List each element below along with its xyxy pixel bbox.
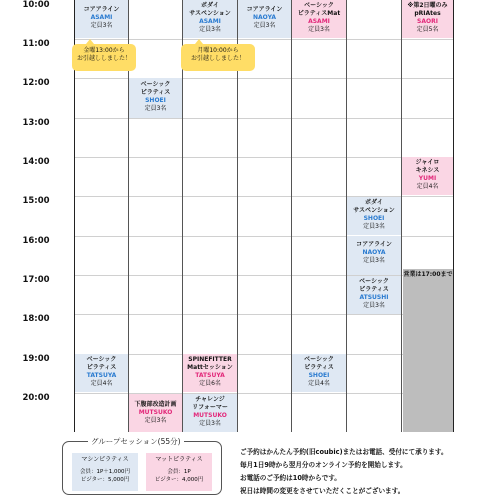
session-instructor: MUTSUKO: [193, 412, 227, 419]
mat-pilates-price: [146, 453, 212, 491]
session-slot[interactable]: [183, 0, 237, 38]
session-title: ボダイ: [201, 2, 219, 9]
session-title: ピラティス: [140, 89, 171, 96]
session-instructor: SHOEI: [363, 215, 385, 222]
session-title: pRIAtes: [414, 10, 441, 17]
session-title: 下腹部改造計画: [134, 401, 177, 408]
session-title: ボダイ: [365, 199, 383, 206]
machine-pilates-price: [72, 453, 138, 491]
session-capacity: 定員4名: [416, 183, 439, 190]
bubble-tail: [86, 39, 94, 44]
session-capacity: 定員3名: [144, 105, 167, 112]
time-label-1100: 11:00: [22, 39, 50, 49]
session-title: コアアライン: [356, 241, 392, 248]
note-line: 毎月1日9時から翌月分のオンライン予約を開始します。: [240, 461, 407, 469]
booking-notes: [240, 446, 448, 498]
session-capacity: 定員3名: [199, 420, 221, 427]
session-title: ※第2日曜のみ: [407, 2, 448, 9]
session-title: キネシス: [415, 167, 440, 174]
session-title: ベーシック: [304, 356, 334, 363]
session-slot[interactable]: [347, 236, 401, 275]
session-title: SPINEFITTER: [188, 356, 232, 363]
session-capacity: 定員6名: [199, 380, 221, 387]
price-name: マットピラティス: [155, 456, 203, 463]
note-line: お電話のご予約は10時からです。: [240, 474, 341, 482]
session-title: チャレンジ: [195, 396, 225, 403]
session-title: コアアライン: [246, 6, 283, 13]
session-instructor: NAOYA: [253, 14, 276, 21]
session-title: ピラティス: [304, 364, 334, 371]
time-label-1900: 19:00: [22, 354, 50, 364]
session-capacity: 定員4名: [308, 380, 330, 387]
session-slot[interactable]: [402, 157, 453, 195]
session-title: リフォーマー: [192, 404, 228, 411]
session-title: Mattセッション: [187, 364, 233, 371]
session-instructor: SHOEI: [308, 372, 330, 379]
bubble-text: 月曜10:00から: [197, 47, 239, 54]
notice-bubble: [72, 44, 136, 71]
session-title: ピラティス: [359, 286, 389, 293]
session-title: サスペンション: [189, 10, 231, 17]
session-capacity: 定員3名: [308, 26, 330, 33]
session-instructor: TATSUYA: [195, 372, 225, 379]
session-capacity: 定員3名: [144, 417, 167, 424]
session-slot[interactable]: [129, 394, 182, 432]
group-session-title: グループセッション(55分): [88, 436, 184, 447]
session-title: ピラティス: [86, 364, 117, 371]
session-title: コアアライン: [83, 6, 120, 13]
session-title: ベーシック: [304, 2, 334, 9]
session-instructor: ASAMI: [90, 14, 113, 21]
session-capacity: 定員3名: [253, 22, 276, 29]
price-line: 会員：1P＋1,000円: [79, 469, 131, 475]
session-slot[interactable]: [75, 354, 128, 392]
session-title: ジャイロ: [415, 159, 440, 166]
session-capacity: 定員3名: [363, 257, 385, 264]
session-title: ベーシック: [86, 356, 117, 363]
time-label-1600: 16:00: [22, 236, 50, 246]
session-capacity: 定員3名: [363, 223, 385, 230]
time-label-1000: 10:00: [22, 0, 50, 10]
time-label-1700: 17:00: [22, 275, 50, 285]
notice-bubble: [181, 44, 255, 71]
session-capacity: 定員3名: [90, 22, 113, 29]
time-label-1800: 18:00: [22, 314, 50, 324]
session-instructor: ATSUSHI: [359, 294, 389, 301]
price-name: マシンピラティス: [81, 456, 129, 463]
time-label-1500: 15:00: [22, 196, 50, 206]
session-instructor: MUTSUKO: [138, 409, 173, 416]
price-line: 会員：1P: [167, 469, 191, 475]
session-slot[interactable]: [183, 354, 237, 392]
session-instructor: ASAMI: [308, 18, 330, 25]
session-capacity: 定員5名: [416, 26, 439, 33]
bubble-text: お引越ししました！: [76, 55, 131, 62]
session-instructor: NAOYA: [362, 249, 386, 256]
bubble-tail: [195, 39, 203, 44]
session-capacity: 定員4名: [90, 380, 113, 387]
session-capacity: 定員3名: [199, 26, 221, 33]
price-line: ビジター：4,000円: [154, 477, 204, 483]
session-instructor: SAORI: [417, 18, 438, 25]
session-slot[interactable]: [347, 197, 401, 235]
price-line: ビジター：5,000円: [80, 477, 130, 483]
session-slot[interactable]: [129, 78, 182, 118]
closed-label: 営業は17:00まで: [403, 271, 453, 278]
time-label-1300: 13:00: [22, 118, 50, 128]
session-title: ベーシック: [359, 278, 389, 285]
time-label-2000: 20:00: [22, 393, 50, 403]
session-slot[interactable]: [402, 0, 453, 38]
session-slot[interactable]: [75, 0, 128, 38]
session-title: サスペンション: [353, 207, 395, 214]
session-slot[interactable]: [183, 394, 237, 432]
session-instructor: TATSUYA: [86, 372, 117, 379]
session-instructor: ASAMI: [199, 18, 221, 25]
note-line: ご予約はかんたん予約(旧coubic)またはお電話、受付にて承ります。: [240, 448, 448, 456]
note-line: 祝日は時間の変更をさせていただくことがございます。: [240, 487, 405, 495]
session-capacity: 定員3名: [363, 302, 385, 309]
session-instructor: YUMI: [418, 175, 437, 182]
session-title: ベーシック: [140, 81, 171, 88]
bubble-text: 金曜13:00から: [83, 47, 125, 54]
session-slot[interactable]: [292, 354, 346, 392]
time-label-1200: 12:00: [22, 78, 50, 88]
session-instructor: SHOEI: [145, 97, 166, 104]
bubble-text: お引越ししました！: [190, 55, 245, 62]
session-slot[interactable]: [347, 276, 401, 314]
time-label-1400: 14:00: [22, 157, 50, 167]
column-divider: [401, 0, 402, 432]
session-slot[interactable]: [292, 0, 346, 38]
session-title: ピラティスMat: [297, 10, 341, 17]
session-slot[interactable]: [238, 0, 291, 38]
